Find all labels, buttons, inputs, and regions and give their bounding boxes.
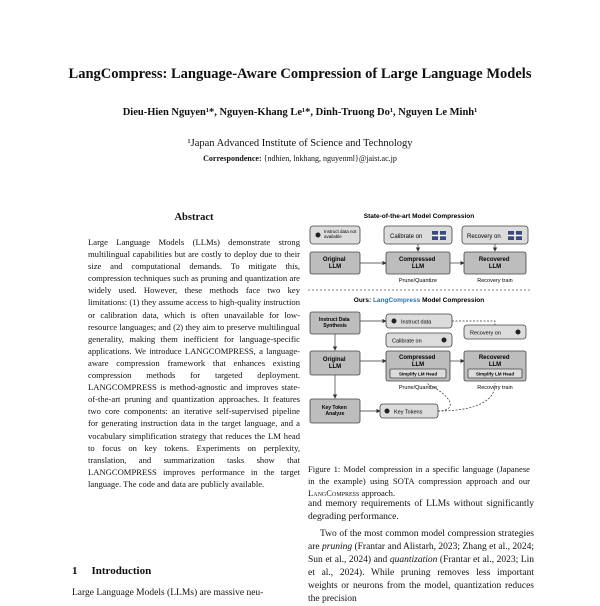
fig-instruct-synthesis-line2: Synthesis	[323, 323, 347, 329]
section-title: Introduction	[91, 565, 152, 577]
fig-top-title: State-of-the-art Model Compression	[363, 213, 475, 220]
fig-compressed-llm-line2: LLM	[411, 264, 425, 270]
paper-title: LangCompress: Language-Aware Compression of Large Language Models	[68, 66, 532, 82]
fig-compressed-llm-2-line2: LLM	[411, 362, 425, 368]
fig-dot-icon-4	[442, 338, 447, 343]
fig-original-llm-2-line2: LLM	[328, 364, 342, 370]
correspondence	[0, 154, 600, 163]
fig-compressed-llm-2-line1: Compressed	[398, 355, 436, 361]
right-para-2	[308, 528, 534, 606]
abstract-body: Large Language Models (LLMs) demonstrate strong multilingual capabilities but are costly to deploy due to their size and computational demands. To mitigate this, compression techniques such as pruning and quantization are widely used. However, these methods face two key limitations: (1) they assume access to high-quality instruction or calibration data, which is often unavailable for low-resource languages; and (2) they aim to preserve multilingual generality, making them inefficient for language-specific applications. We introduce LANGCOMPRESS, a language-aware compression framework that enhances existing compression methods for targeted deployment. LANGCOMPRESS is method-agnostic and improves state-of-the-art pruning and quantization approaches. It features two core components: an iterative self-supervised pipeline for generating instruction data in the target language, and a vocabulary simplification strategy that reduces the LM head to focus on key tokens. Experiments on perplexity, translation, and summarization tasks show that LANGCOMPRESS improves performance in the target language. The code and data are publicly available.	[88, 237, 300, 489]
section-number: 1	[72, 565, 78, 577]
fig-prune-label-2: Prune/Quantize	[398, 385, 438, 391]
fig-recovery-train-label: Recovery train	[477, 278, 513, 284]
fig-recovery-on-2: Recovery on	[470, 330, 501, 337]
fig-dot-icon	[316, 233, 321, 238]
fig-prune-label: Prune/Quantize	[398, 278, 438, 284]
fig-calibrate-on-2: Calibrate on	[392, 338, 422, 345]
caption-method-name: LangCompress	[308, 488, 360, 499]
fig-recovery-label: Recovery on	[467, 234, 501, 240]
fig-recovery-train-label-2: Recovery train	[477, 385, 513, 391]
fig-original-llm-line1: Original	[322, 257, 346, 263]
term-quantization: quantization	[389, 555, 438, 565]
fig-compressed-llm-line1: Compressed	[398, 257, 436, 263]
fig-simplify-head-2: Simplify LM Head	[475, 371, 515, 377]
figure-1-diagram	[306, 208, 532, 448]
right-column-text	[308, 498, 534, 606]
fig-instruct-na-line2: available	[324, 234, 342, 239]
right-para-1: and memory requirements of LLMs without significantly degrading performance.	[308, 499, 534, 522]
fig-key-token-line2: Analyze	[325, 411, 345, 417]
fig-instruct-data-label: Instruct data	[401, 319, 432, 326]
fig-ours-prefix: Ours:	[353, 297, 373, 304]
caption-text-b: approach.	[359, 488, 396, 499]
fig-dot-icon-2	[392, 319, 397, 324]
fig-ours-name: LangCompress	[372, 297, 421, 304]
author-list: Dieu-Hien Nguyen¹*, Nguyen-Khang Le¹*, Dinh-Truong Do¹, Nguyen Le Minh¹	[122, 107, 478, 118]
affiliation: ¹Japan Advanced Institute of Science and Technology	[187, 138, 413, 149]
fig-dot-icon-5	[385, 409, 390, 414]
fig-key-tokens-label: Key Tokens	[394, 409, 423, 416]
fig-key-token-line1: Key Token	[321, 405, 347, 411]
fig-recovered-llm-box	[464, 252, 526, 274]
fig-original-llm-2-line1: Original	[322, 357, 346, 363]
fig-calibrate-label: Calibrate on	[390, 234, 423, 240]
intro-text: Large Language Models (LLMs) are massive neu-	[72, 588, 264, 598]
figure-caption	[308, 463, 530, 500]
fig-instruct-na-line1: Instruct data not	[324, 229, 357, 234]
correspondence-emails: {ndhien, lnkhang, nguyenml}@jaist.ac.jp	[263, 154, 397, 163]
fig-recovered-llm-2-line1: Recovered	[478, 355, 510, 361]
fig-instruct-synthesis-line1: Instruct Data	[319, 317, 350, 323]
fig-recovered-llm-line1: Recovered	[478, 257, 510, 263]
abstract-heading: Abstract	[174, 212, 214, 223]
fig-instruct-synthesis	[319, 317, 351, 329]
term-pruning: pruning	[322, 542, 353, 552]
fig-ours-title	[354, 297, 484, 304]
right-para-2c: (Frantar et al., 2023; Lin et al., 2024). While pruning removes less important weights or neurons from the model, quantization reduces the precision	[308, 555, 534, 604]
fig-compressed-llm-box	[386, 252, 450, 274]
fig-ours-suffix: Model Compression	[420, 297, 485, 304]
fig-recovered-llm-2-line2: LLM	[488, 362, 502, 368]
fig-key-token-analyze	[322, 405, 348, 417]
fig-original-llm-box	[310, 252, 360, 274]
right-para-2a: Two of the most common model compression strategies are	[308, 529, 534, 552]
fig-simplify-head: Simplify LM Head	[398, 371, 438, 377]
fig-recovered-llm-line2: LLM	[488, 264, 502, 270]
section-heading	[72, 565, 151, 577]
fig-dot-icon-3	[516, 330, 521, 335]
correspondence-label: Correspondence:	[203, 154, 262, 163]
caption-text-a: Figure 1: Model compression in a specific language (Japanese in the example) using SOTA compression approach and our	[308, 464, 530, 487]
fig-original-llm-line2: LLM	[328, 264, 342, 270]
fig-original-llm-2-box	[310, 351, 360, 375]
right-para-2b: (Frantar and Alistarh, 2023; Zhang et al., 2024; Sun et al., 2024) and	[308, 542, 534, 565]
